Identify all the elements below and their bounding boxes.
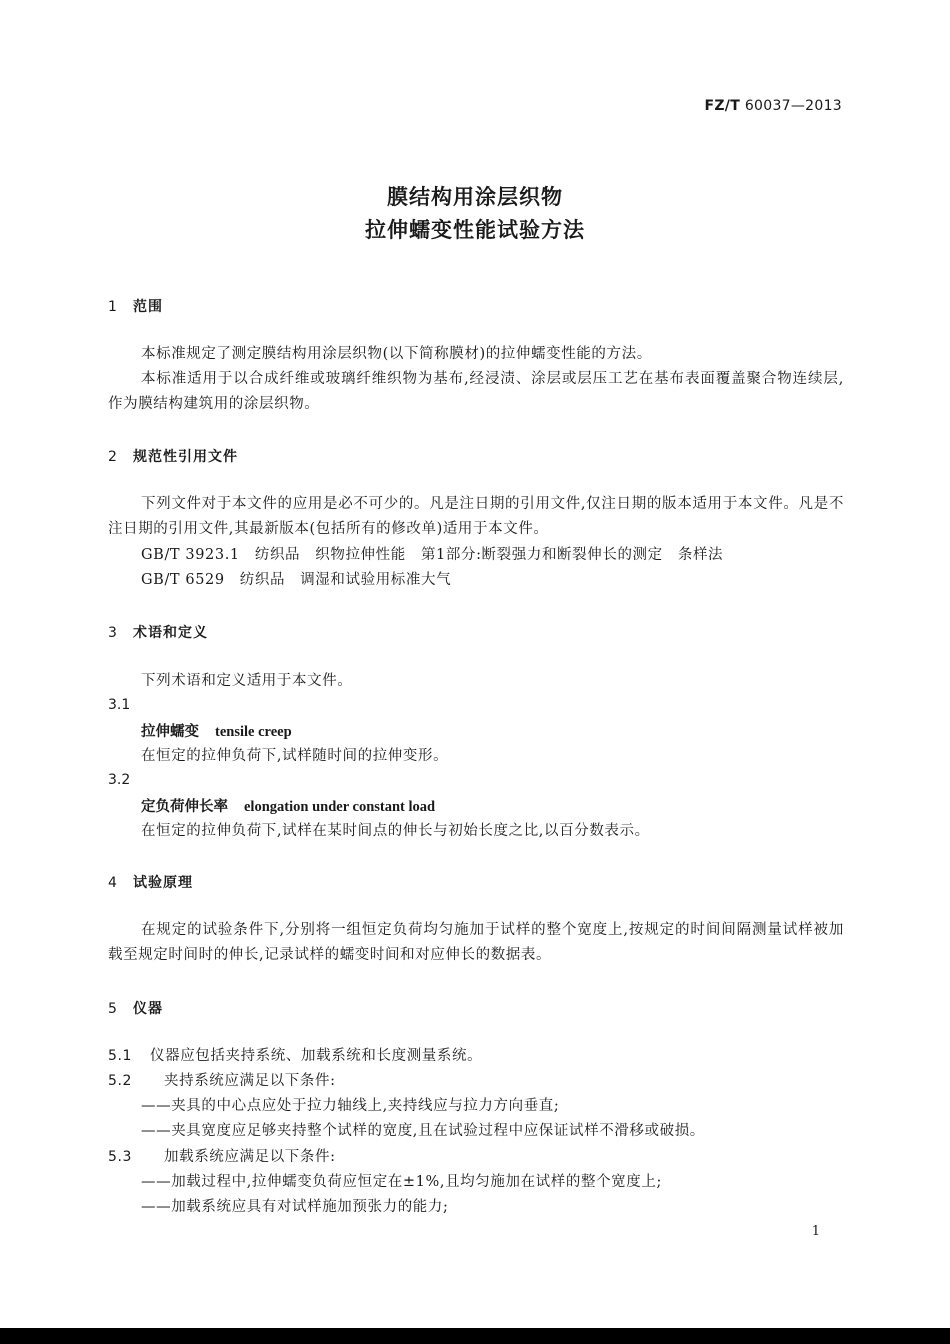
section-title: 仪器 xyxy=(133,1001,163,1017)
reference-gb-t-6529: GB/T 6529 纺织品 调湿和试验用标准大气 xyxy=(141,572,452,588)
clause-5-2-item-2: ——夹具宽度应足够夹持整个试样的宽度,且在试验过程中应保证试样不滑移或破损。 xyxy=(141,1123,705,1139)
clause-5-3-item-1: ——加载过程中,拉伸蠕变负荷应恒定在±1%,且均匀施加在试样的整个宽度上; xyxy=(141,1174,662,1190)
clause-text: 夹持系统应满足以下条件: xyxy=(164,1073,336,1089)
clause-5-1 xyxy=(108,1044,482,1065)
clause-number: 5.2 xyxy=(108,1073,133,1089)
clause-5-3-item-2: ——加载系统应具有对试样施加预张力的能力; xyxy=(141,1199,449,1215)
term-number-3-1: 3.1 xyxy=(108,697,131,713)
section-number: 3 xyxy=(108,625,118,641)
section-number: 2 xyxy=(108,449,118,465)
terms-intro: 下列术语和定义适用于本文件。 xyxy=(141,673,353,689)
section-heading-principle xyxy=(108,872,193,892)
bottom-edge-bar xyxy=(0,1328,950,1344)
clause-text: 加载系统应满足以下条件: xyxy=(164,1149,336,1165)
standard-code-prefix: FZ/T xyxy=(704,98,741,114)
document-title-line2: 拉伸蠕变性能试验方法 xyxy=(365,218,585,242)
term-definition-tensile-creep: 在恒定的拉伸负荷下,试样随时间的拉伸变形。 xyxy=(141,748,449,764)
principle-paragraph: 在规定的试验条件下,分别将一组恒定负荷均匀施加于试样的整个宽度上,按规定的时间间隔测量试样被加载至规定时间时的伸长,记录试样的蠕变时间和对应伸长的数据表。 xyxy=(108,922,844,963)
section-heading-scope xyxy=(108,296,163,316)
document-title-line1: 膜结构用涂层织物 xyxy=(387,185,563,209)
scope-paragraph-1: 本标准规定了测定膜结构用涂层织物(以下简称膜材)的拉伸蠕变性能的方法。 xyxy=(141,346,652,362)
section-title: 试验原理 xyxy=(133,875,193,891)
page-number: 1 xyxy=(811,1224,820,1239)
standard-code-number: 60037—2013 xyxy=(744,98,842,114)
term-elongation-under-constant-load xyxy=(141,795,435,816)
clause-5-2-item-1: ——夹具的中心点应处于拉力轴线上,夹持线应与拉力方向垂直; xyxy=(141,1098,560,1114)
section-title: 术语和定义 xyxy=(133,625,208,641)
section-heading-normative-references xyxy=(108,446,238,466)
section-title: 规范性引用文件 xyxy=(133,449,238,465)
scope-paragraph-2: 本标准适用于以合成纤维或玻璃纤维织物为基布,经浸渍、涂层或层压工艺在基布表面覆盖聚合物连续层,作为膜结构建筑用的涂层织物。 xyxy=(108,371,844,412)
reference-gb-t-3923-1: GB/T 3923.1 纺织品 织物拉伸性能 第1部分:断裂强力和断裂伸长的测定 条样法 xyxy=(141,547,724,563)
clause-5-2 xyxy=(108,1069,336,1090)
term-number-3-2: 3.2 xyxy=(108,772,131,788)
clause-number: 5.1 xyxy=(108,1048,133,1064)
term-english: elongation under constant load xyxy=(244,799,436,815)
standard-code xyxy=(704,98,842,114)
clause-text: 仪器应包括夹持系统、加载系统和长度测量系统。 xyxy=(150,1048,483,1064)
section-number: 5 xyxy=(108,1001,118,1017)
section-heading-apparatus xyxy=(108,998,163,1018)
section-number: 4 xyxy=(108,875,118,891)
term-definition-elongation: 在恒定的拉伸负荷下,试样在某时间点的伸长与初始长度之比,以百分数表示。 xyxy=(141,823,650,839)
term-tensile-creep xyxy=(141,720,292,741)
section-number: 1 xyxy=(108,299,118,315)
references-paragraph: 下列文件对于本文件的应用是必不可少的。凡是注日期的引用文件,仅注日期的版本适用于本文件。凡是不注日期的引用文件,其最新版本(包括所有的修改单)适用于本文件。 xyxy=(108,496,844,537)
section-heading-terms xyxy=(108,622,208,642)
section-title: 范围 xyxy=(133,299,163,315)
term-chinese: 定负荷伸长率 xyxy=(141,798,228,815)
term-english: tensile creep xyxy=(215,724,292,740)
clause-number: 5.3 xyxy=(108,1149,133,1165)
term-chinese: 拉伸蠕变 xyxy=(141,723,199,740)
clause-5-3 xyxy=(108,1145,336,1166)
